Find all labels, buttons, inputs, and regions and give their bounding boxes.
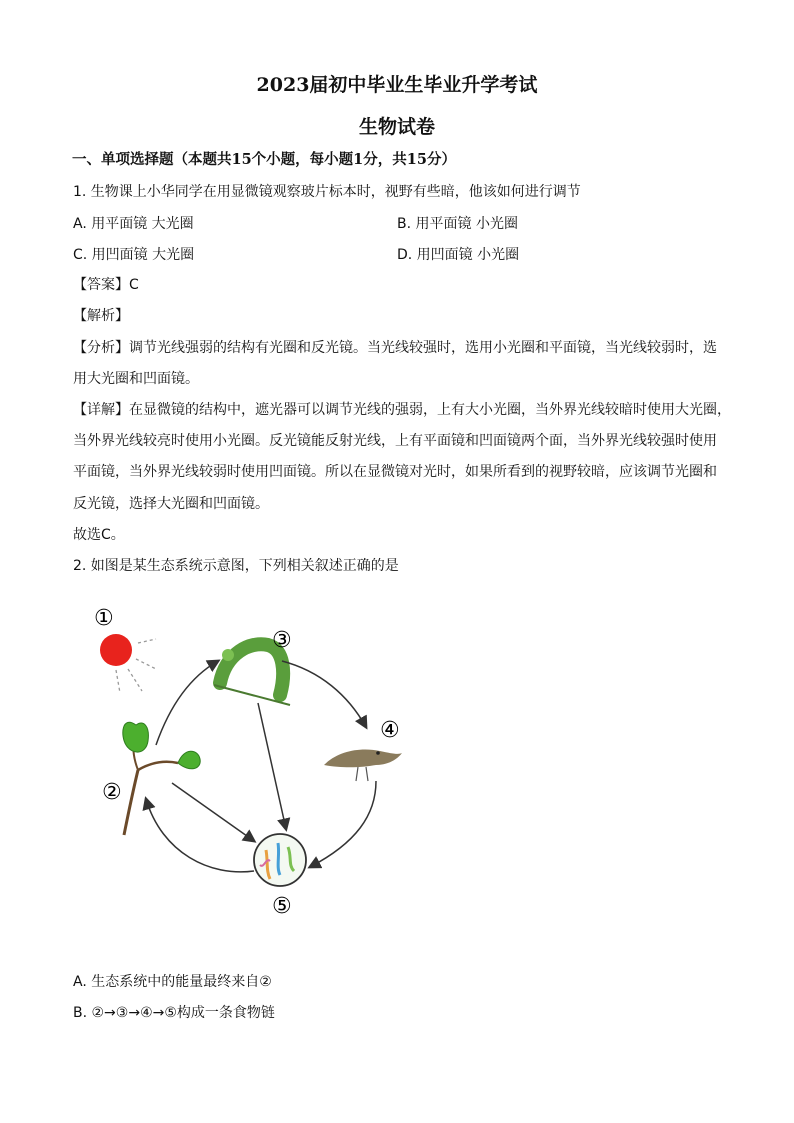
bird-icon: [324, 750, 402, 781]
arrow-bird-to-decomposer: [310, 781, 376, 867]
q1-option-a: A. 用平面镜 大光圈: [73, 216, 194, 232]
label-4: ④: [380, 718, 400, 743]
label-3: ③: [272, 628, 292, 653]
q1-option-b: B. 用平面镜 小光圈: [397, 216, 518, 232]
q1-analysis-label: 【解析】: [73, 308, 129, 324]
arrow-plant-to-decomposer: [172, 783, 254, 841]
q1-analysis-line-1: 【分析】调节光线强弱的结构有光圈和反光镜。当光线较强时，选用小光圈和平面镜，当光线较弱时，选: [73, 340, 717, 356]
caterpillar-icon: [214, 644, 290, 705]
q1-detail-line-3: 平面镜，当外界光线较弱时使用凹面镜。所以在显微镜对光时，如果所看到的视野较暗，应该调节光圈和: [73, 464, 717, 480]
q1-detail-line-1: 【详解】在显微镜的结构中，遮光器可以调节光线的强弱，上有大小光圈，当外界光线较暗时使用大光圈，: [73, 402, 731, 418]
ecosystem-diagram: [80, 595, 420, 925]
q2-option-b: B. ②→③→④→⑤构成一条食物链: [73, 1005, 275, 1021]
exam-subtitle: 生物试卷: [358, 116, 435, 138]
arrow-decomposer-to-plant: [146, 799, 254, 872]
q1-stem: 1. 生物课上小华同学在用显微镜观察玻片标本时，视野有些暗，他该如何进行调节: [73, 184, 581, 200]
q1-answer: 【答案】C: [73, 277, 139, 293]
plant-icon: [123, 722, 200, 835]
arrow-caterpillar-to-decomposer: [258, 703, 286, 829]
q1-detail-line-2: 当外界光线较亮时使用小光圈。反光镜能反射光线，上有平面镜和凹面镜两个面，当外界光线较强时使用: [73, 433, 717, 449]
sun-icon: [100, 634, 156, 693]
arrow-plant-to-caterpillar: [156, 661, 218, 745]
label-1: ①: [94, 606, 114, 631]
q2-option-a: A. 生态系统中的能量最终来自②: [73, 974, 272, 990]
q1-conclusion: 故选C。: [73, 527, 125, 543]
section-heading: 一、单项选择题（本题共15个小题，每小题1分，共15分）: [72, 151, 456, 168]
exam-title: 2023届初中毕业生毕业升学考试: [256, 74, 538, 96]
q1-option-c: C. 用凹面镜 大光圈: [73, 247, 195, 263]
label-5: ⑤: [272, 894, 292, 919]
q1-analysis-line-2: 用大光圈和凹面镜。: [73, 371, 199, 387]
q1-option-d: D. 用凹面镜 小光圈: [397, 247, 520, 263]
q1-detail-line-4: 反光镜，选择大光圈和凹面镜。: [73, 496, 269, 512]
label-2: ②: [102, 780, 122, 805]
q2-stem: 2. 如图是某生态系统示意图，下列相关叙述正确的是: [73, 558, 399, 574]
arrow-caterpillar-to-bird: [282, 661, 366, 727]
decomposer-icon: [254, 834, 306, 886]
